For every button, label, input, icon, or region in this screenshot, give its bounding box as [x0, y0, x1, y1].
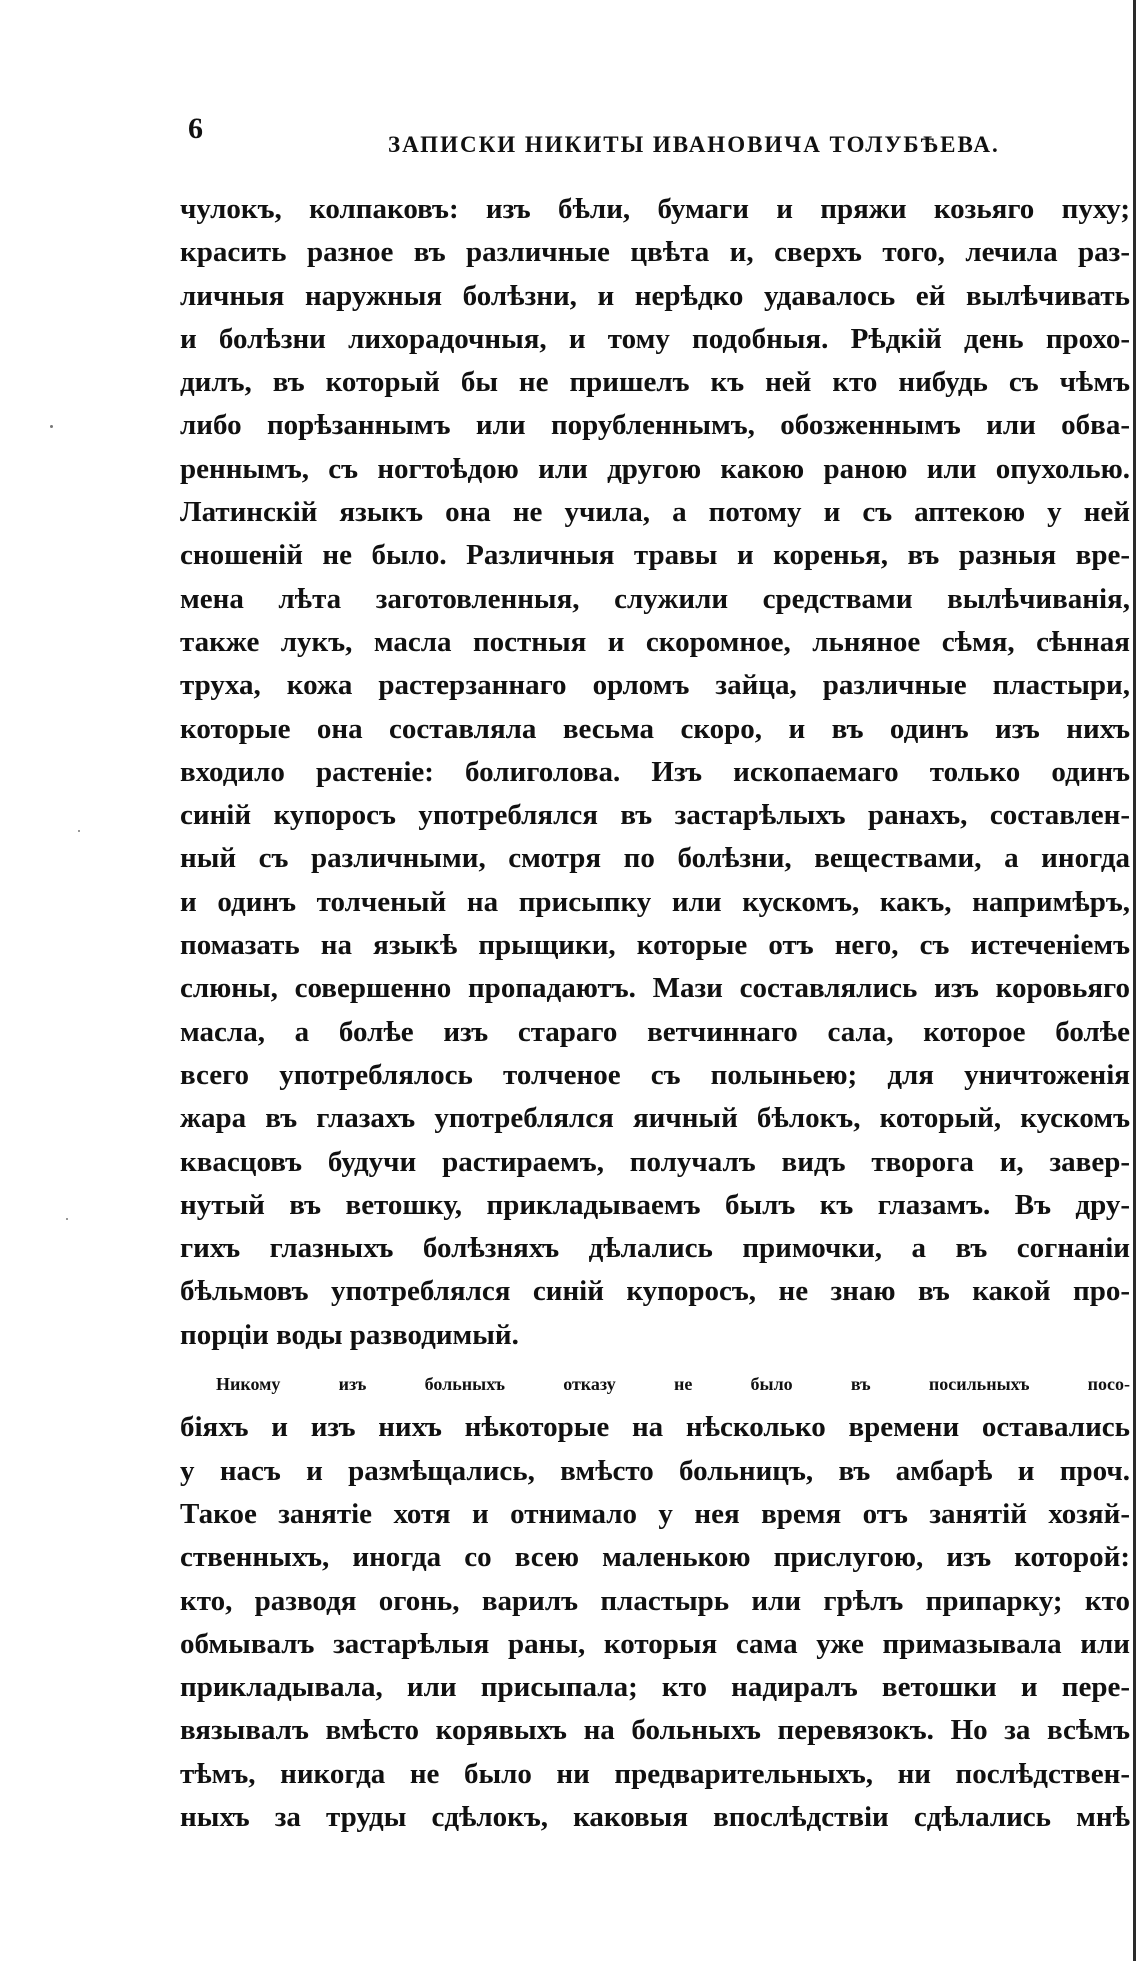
- text-line: кто, разводя огонь, варилъ пластырь или грѣлъ припарку; кто: [180, 1584, 1130, 1617]
- paragraph: [180, 188, 1130, 1357]
- text-line: бѣльмовъ употреблялся синій купоросъ, не знаю въ какой про-: [180, 1275, 1130, 1308]
- text-line: труха, кожа растерзаннаго орломъ зайца, различные пластыри,: [180, 669, 1130, 702]
- text-line: синій купоросъ употреблялся въ застарѣлыхъ ранахъ, составлен-: [180, 799, 1130, 832]
- text-line: ственныхъ, иногда со всею маленькою прислугою, изъ которой:: [180, 1541, 1130, 1574]
- text-line: тѣмъ, никогда не было ни предварительныхъ, ни послѣдствен-: [180, 1757, 1130, 1790]
- text-line: жара въ глазахъ употреблялся яичный бѣлокъ, который, кускомъ: [180, 1102, 1130, 1135]
- text-line: и одинъ толченый на присыпку или кускомъ, какъ, напримѣръ,: [180, 885, 1130, 918]
- text-line: сношеній не было. Различныя травы и коренья, въ разныя вре-: [180, 539, 1130, 572]
- page-header: [188, 112, 1088, 162]
- text-line: квасцовъ будучи растираемъ, получалъ видъ творога и, завер-: [180, 1145, 1130, 1178]
- page-number: 6: [188, 112, 203, 145]
- text-line: помазать на языкѣ прыщики, которые отъ него, съ истеченіемъ: [180, 929, 1130, 962]
- text-line: красить разное въ различные цвѣта и, сверхъ того, лечила раз-: [180, 236, 1130, 269]
- text-line: Латинскій языкъ она не учила, а потому и съ аптекою у ней: [180, 496, 1130, 529]
- text-line: личныя наружныя болѣзни, и нерѣдко удавалось ей вылѣчивать: [180, 279, 1130, 312]
- text-line: и болѣзни лихорадочныя, и тому подобныя. Рѣдкій день прохо-: [180, 322, 1130, 355]
- text-line: слюны, совершенно пропадаютъ. Мази составлялись изъ коровьяго: [180, 972, 1130, 1005]
- text-line: Такое занятіе хотя и отнимало у нея время отъ занятій хозяй-: [180, 1497, 1130, 1530]
- paper-speck: [66, 1218, 68, 1220]
- text-line: прикладывала, или присыпала; кто надиралъ ветошки и пере-: [180, 1671, 1130, 1704]
- text-line: дилъ, въ который бы не пришелъ къ ней кто нибудь съ чѣмъ: [180, 366, 1130, 399]
- text-line: біяхъ и изъ нихъ нѣкоторые на нѣсколько времени оставались: [180, 1411, 1130, 1444]
- text-line: нутый въ ветошку, прикладываемъ былъ къ глазамъ. Въ дру-: [180, 1188, 1130, 1221]
- running-title: ЗАПИСКИ НИКИТЫ ИВАНОВИЧА ТОЛУБѢЕВА.: [388, 132, 1000, 157]
- text-line: обмывалъ застарѣлыя раны, которыя сама уже примазывала или: [180, 1627, 1130, 1660]
- text-line: масла, а болѣе изъ стараго ветчиннаго сала, которое болѣе: [180, 1015, 1130, 1048]
- paper-speck: [50, 425, 53, 428]
- text-line: чулокъ, колпаковъ: изъ бѣли, бумаги и пряжи козьяго пуху;: [180, 193, 1130, 225]
- text-line: Никому изъ больныхъ отказу не было въ посильныхъ посо-: [216, 1374, 1130, 1395]
- page-edge-rule: [1133, 0, 1136, 1961]
- text-line: входило растеніе: болиголова. Изъ ископаемаго только одинъ: [180, 755, 1130, 788]
- text-line: гихъ глазныхъ болѣзняхъ дѣлались примочки, а въ согнаніи: [180, 1232, 1130, 1265]
- text-line: всего употреблялось толченое съ полыньею; для уничтоженія: [180, 1058, 1130, 1091]
- text-line: ныхъ за труды сдѣлокъ, каковыя впослѣдствіи сдѣлались мнѣ: [180, 1800, 1130, 1833]
- text-line: мена лѣта заготовленныя, служили средствами вылѣчиванія,: [180, 582, 1130, 615]
- text-line: реннымъ, съ ногтоѣдою или другою какою раною или опухолью.: [180, 452, 1130, 485]
- paper-speck: [78, 830, 80, 832]
- body-text: [180, 188, 1130, 1839]
- text-line: порціи воды разводимый.: [180, 1318, 519, 1351]
- text-line: либо порѣзаннымъ или порубленнымъ, обозженнымъ или обва-: [180, 409, 1130, 442]
- text-line: также лукъ, масла постныя и скоромное, льняное сѣмя, сѣнная: [180, 625, 1130, 658]
- text-line: у насъ и размѣщались, вмѣсто больницъ, въ амбарѣ и проч.: [180, 1454, 1130, 1487]
- text-line: ный съ различными, смотря по болѣзни, веществами, а иногда: [180, 842, 1130, 875]
- paragraph: [180, 1363, 1130, 1839]
- text-line: вязывалъ вмѣсто корявыхъ на больныхъ перевязокъ. Но за всѣмъ: [180, 1714, 1130, 1747]
- text-line: которые она составляла весьма скоро, и въ одинъ изъ нихъ: [180, 712, 1130, 745]
